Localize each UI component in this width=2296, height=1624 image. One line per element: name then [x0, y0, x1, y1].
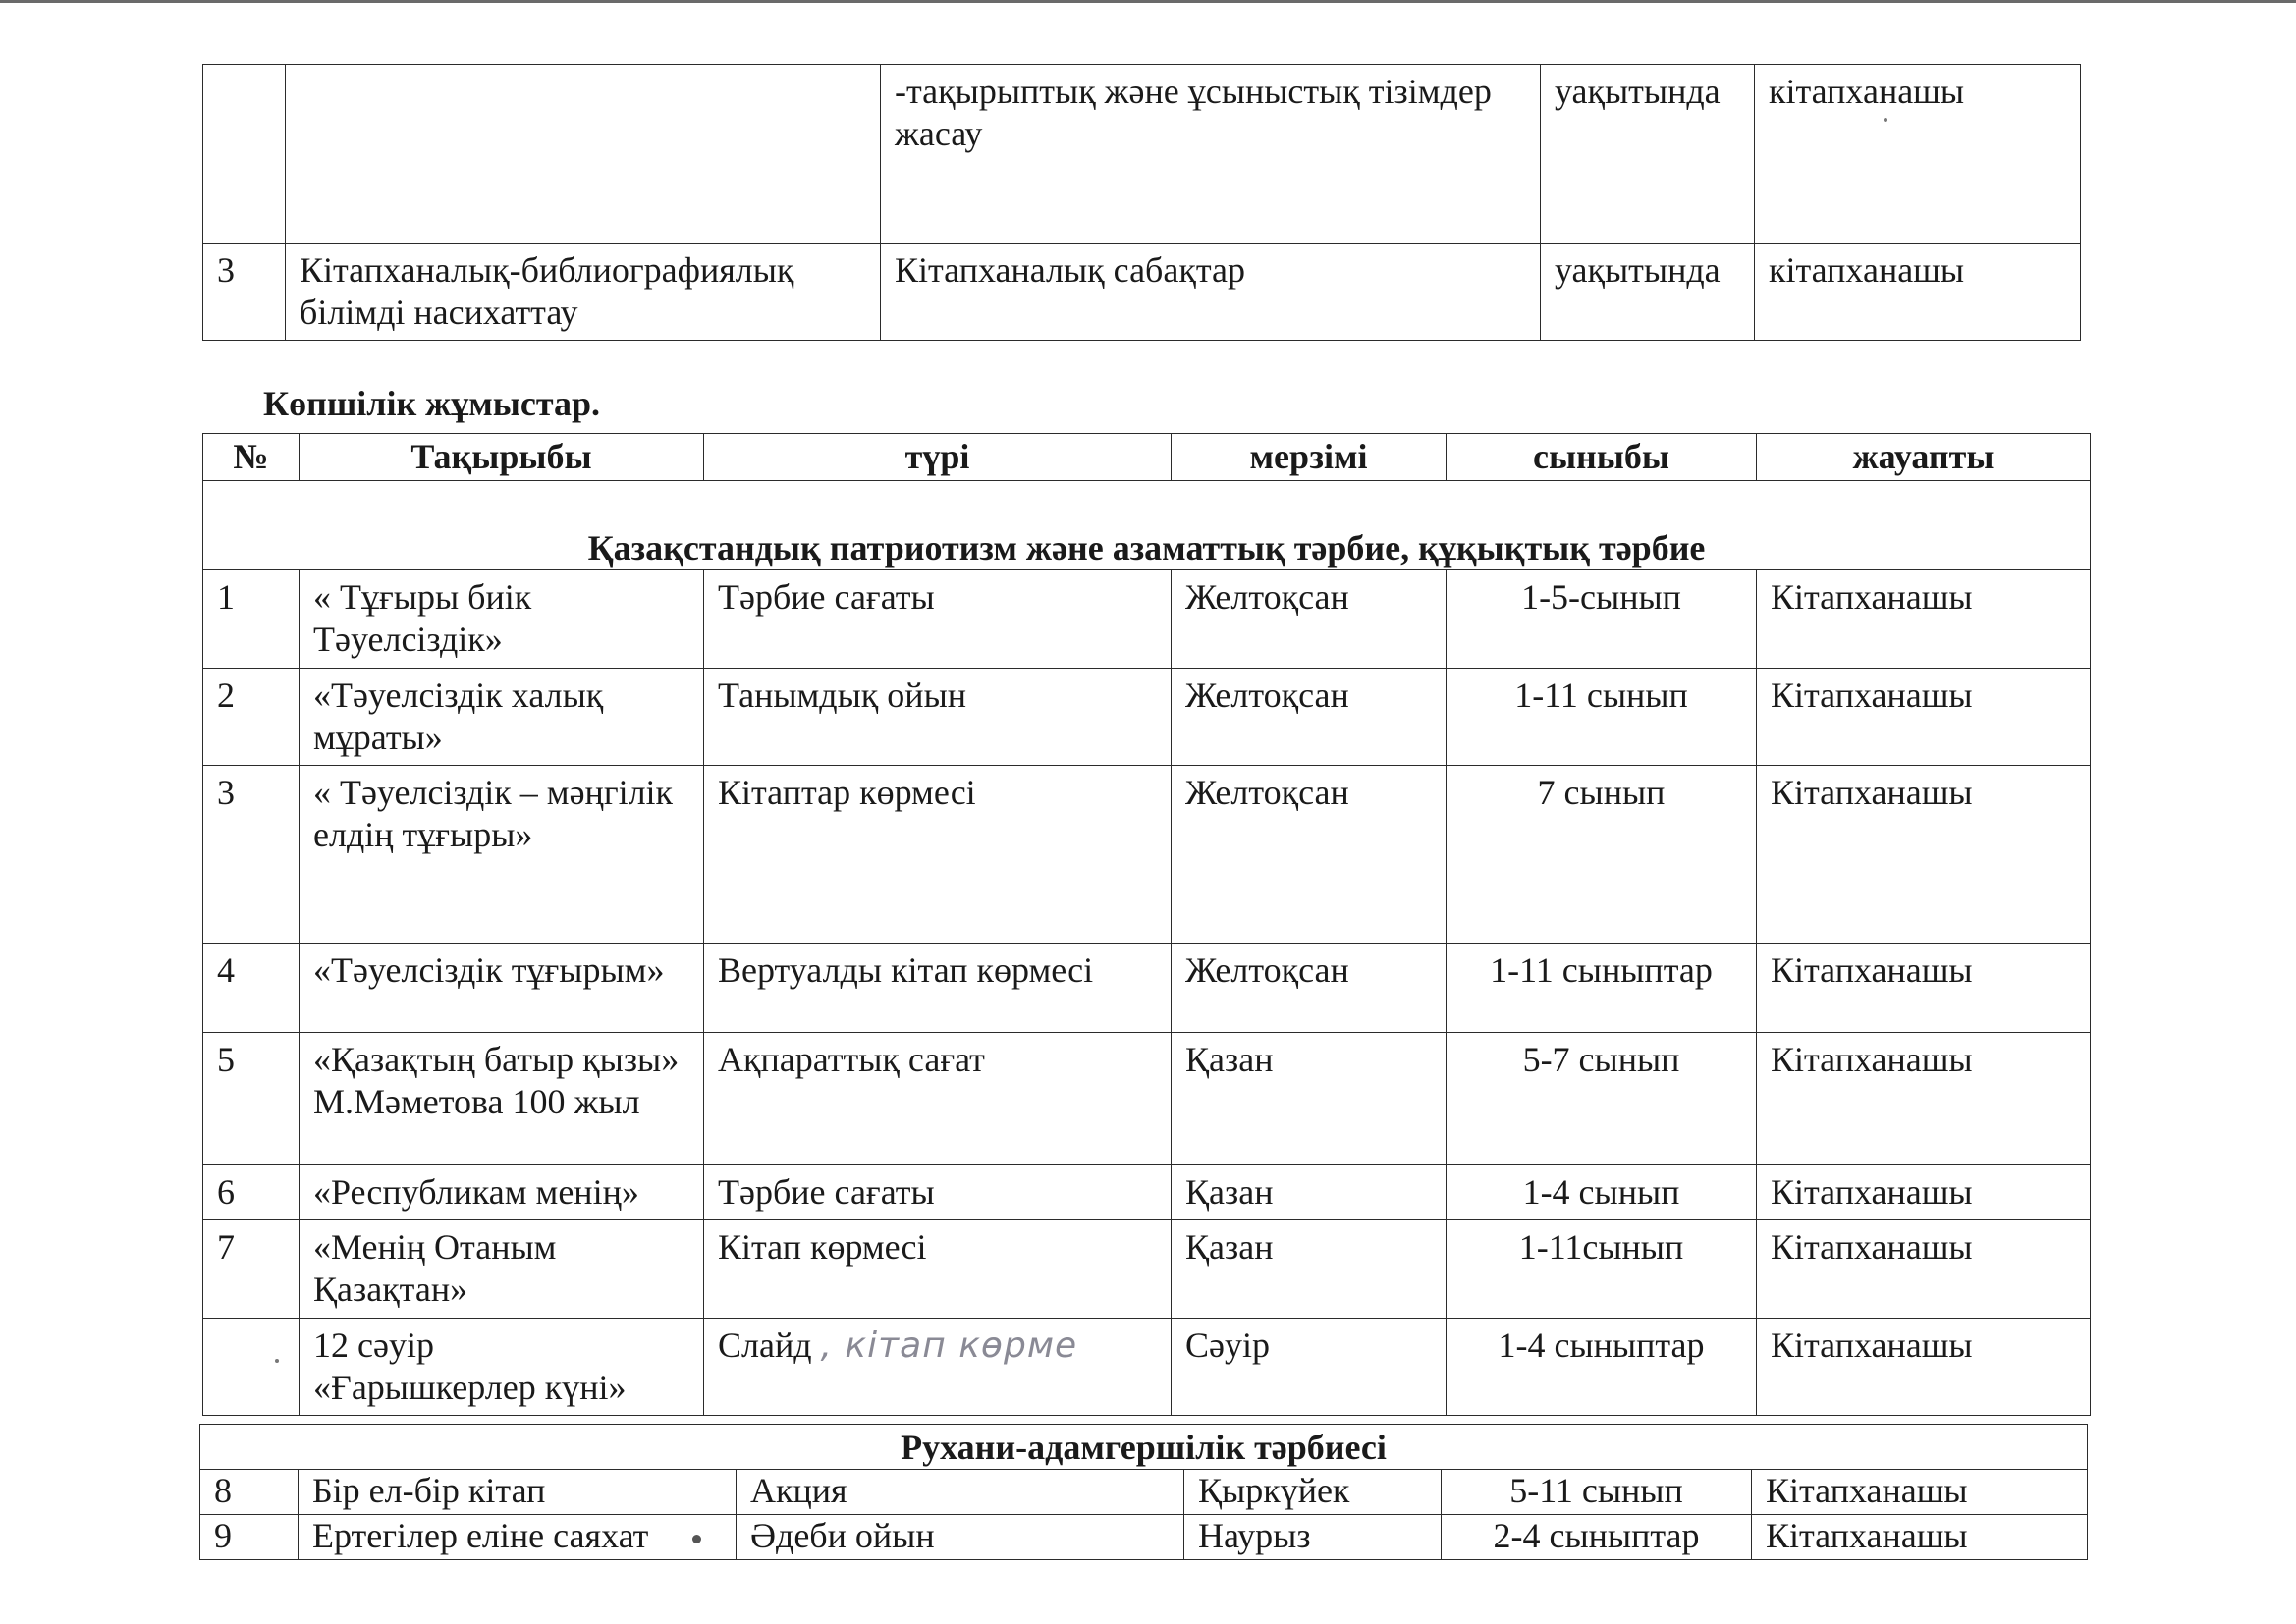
table-row — [203, 668, 2091, 765]
row-number — [203, 1318, 300, 1415]
section-title: Қазақстандық патриотизм және азаматтық тәрбие, құқықтық тәрбие — [203, 481, 2091, 570]
row-date: Желтоқсан — [1172, 570, 1447, 668]
row-type: Танымдық ойын — [704, 668, 1172, 765]
header-class: сыныбы — [1447, 434, 1757, 481]
row-date: Қазан — [1172, 1220, 1447, 1318]
row-date: Желтоқсан — [1172, 943, 1447, 1032]
row-class: 5-11 сынып — [1442, 1470, 1752, 1515]
row-topic — [300, 1032, 704, 1164]
table-row — [203, 570, 2091, 668]
pen-mark — [692, 1535, 701, 1543]
section-row — [200, 1425, 2088, 1470]
row-number: 4 — [203, 943, 300, 1032]
row-topic — [300, 1318, 704, 1415]
table-header-row — [203, 434, 2091, 481]
row-topic: «Менің Отаным Қазақтан» — [300, 1220, 704, 1318]
scan-speck — [275, 1359, 279, 1363]
row-class: 1-11 сынып — [1447, 668, 1757, 765]
row-responsible: кітапханашы — [1755, 65, 2081, 244]
row-number — [203, 65, 286, 244]
header-number: № — [203, 434, 300, 481]
row-date: Желтоқсан — [1172, 668, 1447, 765]
table-row — [203, 943, 2091, 1032]
row-topic: « Тұғыры биік Тәуелсіздік» — [300, 570, 704, 668]
table-row — [203, 1032, 2091, 1164]
section-title: Рухани-адамгершілік тәрбиесі — [200, 1425, 2088, 1470]
row-responsible: Кітапханашы — [1757, 570, 2091, 668]
row-number: 6 — [203, 1164, 300, 1219]
row-direction — [286, 65, 881, 244]
section-row — [203, 481, 2091, 570]
row-type: Вертуалды кітап көрмесі — [704, 943, 1172, 1032]
table-row — [200, 1515, 2088, 1560]
row-topic: Бір ел-бір кітап — [299, 1470, 737, 1515]
table-row — [203, 1220, 2091, 1318]
row-topic: « Тәуелсіздік – мәңгілік елдің тұғыры» — [300, 765, 704, 943]
row-topic: «Тәуелсіздік халық мұраты» — [300, 668, 704, 765]
row-type: Ақпараттық сағат — [704, 1032, 1172, 1164]
row-number: 5 — [203, 1032, 300, 1164]
plan-table-continued — [202, 64, 2081, 341]
row-responsible: Кітапханашы — [1757, 1164, 2091, 1219]
row-date: Сәуір — [1172, 1318, 1447, 1415]
header-type: түрі — [704, 434, 1172, 481]
row-number: 9 — [200, 1515, 299, 1560]
row-topic: «Республикам менің» — [300, 1164, 704, 1219]
table-row — [200, 1470, 2088, 1515]
row-direction: Кітапханалық-библиографиялық білімді насихаттау — [286, 244, 881, 341]
row-type: Кітап көрмесі — [704, 1220, 1172, 1318]
row-number: 2 — [203, 668, 300, 765]
scan-edge — [0, 0, 2296, 3]
row-topic-title: «Қазақтың батыр қызы» — [313, 1039, 680, 1079]
row-date: Қазан — [1172, 1164, 1447, 1219]
row-type: Акция — [737, 1470, 1184, 1515]
row-responsible: Кітапханашы — [1757, 1318, 2091, 1415]
row-class: 1-11 сыныптар — [1447, 943, 1757, 1032]
table-row — [203, 65, 2081, 244]
row-number: 3 — [203, 765, 300, 943]
row-type: Әдеби ойын — [737, 1515, 1184, 1560]
row-topic-subtitle: М.Мәметова 100 жыл — [313, 1082, 640, 1122]
row-date: Қазан — [1172, 1032, 1447, 1164]
row-type-text: Слайд — [718, 1325, 812, 1365]
row-class: 1-11сынып — [1447, 1220, 1757, 1318]
row-class: 2-4 сыныптар — [1442, 1515, 1752, 1560]
row-topic: Ертегілер еліне саяхат — [299, 1515, 737, 1560]
row-responsible: Кітапханашы — [1757, 1032, 2091, 1164]
header-responsible: жауапты — [1757, 434, 2091, 481]
row-date: Наурыз — [1184, 1515, 1442, 1560]
row-number: 8 — [200, 1470, 299, 1515]
row-form: -тақырыптық және ұсыныстық тізімдер жасау — [881, 65, 1541, 244]
row-number: 1 — [203, 570, 300, 668]
row-number: 3 — [203, 244, 286, 341]
row-form: Кітапханалық сабақтар — [881, 244, 1541, 341]
row-date: Желтоқсан — [1172, 765, 1447, 943]
row-responsible: Кітапханашы — [1752, 1515, 2088, 1560]
row-class: 1-5-сынып — [1447, 570, 1757, 668]
row-time: уақытында — [1541, 65, 1755, 244]
section-heading: Көпшілік жұмыстар. — [263, 384, 601, 423]
table-row — [203, 244, 2081, 341]
mass-work-table — [202, 433, 2091, 1416]
row-responsible: Кітапханашы — [1757, 1220, 2091, 1318]
spiritual-education-table — [199, 1424, 2088, 1560]
row-time: уақытында — [1541, 244, 1755, 341]
row-responsible: Кітапханашы — [1752, 1470, 2088, 1515]
row-type: Тәрбие сағаты — [704, 1164, 1172, 1219]
header-date: мерзімі — [1172, 434, 1447, 481]
row-class: 1-4 сынып — [1447, 1164, 1757, 1219]
row-class: 5-7 сынып — [1447, 1032, 1757, 1164]
row-responsible: Кітапханашы — [1757, 668, 2091, 765]
row-responsible: Кітапханашы — [1757, 943, 2091, 1032]
row-type: Кітаптар көрмесі — [704, 765, 1172, 943]
row-type: Тәрбие сағаты — [704, 570, 1172, 668]
scan-speck — [1884, 118, 1887, 122]
handwritten-note: , кітап көрме — [820, 1325, 1078, 1366]
row-topic-title: 12 сәуір — [313, 1325, 434, 1365]
row-topic-subtitle: «Ғарышкерлер күні» — [313, 1367, 627, 1407]
table-row — [203, 1318, 2091, 1415]
header-topic: Тақырыбы — [300, 434, 704, 481]
row-date: Қыркүйек — [1184, 1470, 1442, 1515]
row-number: 7 — [203, 1220, 300, 1318]
table-row — [203, 1164, 2091, 1219]
row-type — [704, 1318, 1172, 1415]
row-responsible: кітапханашы — [1755, 244, 2081, 341]
row-class: 1-4 сыныптар — [1447, 1318, 1757, 1415]
row-class: 7 сынып — [1447, 765, 1757, 943]
row-responsible: Кітапханашы — [1757, 765, 2091, 943]
row-topic: «Тәуелсіздік тұғырым» — [300, 943, 704, 1032]
table-row — [203, 765, 2091, 943]
